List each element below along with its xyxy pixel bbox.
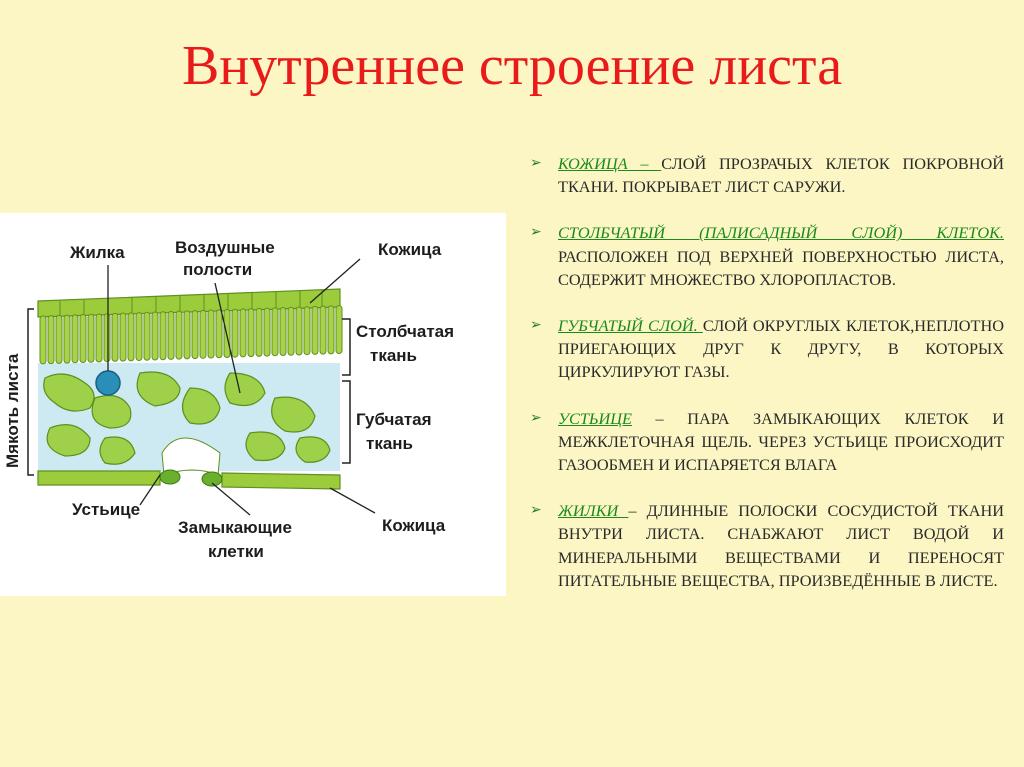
label-stoma: Устьице: [72, 500, 141, 519]
list-item-veins: [528, 499, 1004, 592]
term-epidermis: КОЖИЦА –: [558, 154, 662, 173]
palisade-cell: [56, 315, 62, 363]
label-spongy-1: Губчатая: [356, 410, 432, 429]
term-spongy: ГУБЧАТЫЙ СЛОЙ.: [558, 316, 703, 336]
palisade-cell: [320, 306, 326, 354]
label-spongy-2: ткань: [366, 434, 414, 453]
palisade-cell: [152, 312, 158, 360]
guard-cell-left: [160, 470, 180, 484]
list-item-spongy: [528, 314, 1004, 384]
palisade-cell: [128, 313, 134, 361]
palisade-cell: [176, 311, 182, 359]
palisade-cell: [184, 311, 190, 359]
vein-bundle: [96, 371, 120, 395]
arrow-bullet-icon: ➢: [530, 317, 542, 334]
palisade-cell: [72, 315, 78, 363]
palisade-cell: [328, 306, 334, 354]
label-leaf-pulp: Мякоть листа: [3, 353, 22, 468]
palisade-cell: [312, 306, 318, 354]
palisade-cell: [288, 307, 294, 355]
label-air-spaces-2: полости: [183, 260, 253, 279]
label-epidermis-bottom: Кожица: [382, 516, 446, 535]
palisade-cell: [216, 310, 222, 358]
palisade-cell: [168, 311, 174, 359]
pulp-bracket: [28, 309, 34, 475]
palisade-cell: [296, 307, 302, 355]
palisade-cell: [248, 309, 254, 357]
leaf-diagram-svg: [0, 213, 506, 596]
palisade-cell: [232, 309, 238, 357]
palisade-bracket: [342, 319, 350, 375]
desc-stoma: – ПАРА ЗАМЫКАЮЩИХ КЛЕТОК И МЕЖКЛЕТОЧНАЯ ЩЕЛЬ. ЧЕРЕЗ УСТЬИЦЕ ПРОИСХОДИТ ГАЗООБМЕН И ИСПАРЯЕТСЯ ВЛАГА: [558, 408, 1004, 475]
arrow-bullet-icon: ➢: [530, 155, 542, 171]
palisade-cell: [304, 307, 310, 355]
list-item-palisade: [528, 221, 1004, 291]
palisade-cell: [112, 313, 118, 361]
palisade-cell: [64, 315, 70, 363]
palisade-cell: [96, 314, 102, 362]
desc-epidermis: СЛОЙ ПРОЗРАЧЫХ КЛЕТОК ПОКРОВНОЙ ТКАНИ. ПОКРЫВАЕТ ЛИСТ САРУЖИ.: [558, 154, 1005, 197]
term-stoma: УСТЬИЦЕ: [558, 408, 632, 428]
list-item-epidermis: [528, 152, 1004, 198]
label-vein: Жилка: [70, 243, 125, 262]
label-air-spaces-1: Воздушные: [175, 238, 275, 257]
palisade-cell: [280, 308, 286, 356]
arrow-bullet-icon: ➢: [530, 224, 542, 241]
palisade-cell: [80, 315, 86, 363]
palisade-cell: [160, 312, 166, 360]
label-epidermis-top: Кожица: [378, 240, 442, 259]
leaf-cross-section-diagram: [0, 213, 506, 596]
palisade-cell: [200, 310, 206, 358]
label-guard-cells-1: Замыкающие: [178, 518, 292, 537]
arrow-bullet-icon: ➢: [530, 502, 542, 519]
guard-cell-right: [202, 472, 222, 486]
palisade-cell: [264, 308, 270, 356]
lower-epidermis-right: [222, 473, 340, 489]
term-palisade: СТОЛБЧАТЫЙ (ПАЛИСАДНЫЙ СЛОЙ) КЛЕТОК.: [558, 223, 1004, 243]
palisade-cell: [208, 310, 214, 358]
palisade-cell: [40, 316, 46, 364]
palisade-cell: [256, 308, 262, 356]
palisade-cell: [136, 313, 142, 361]
palisade-cell: [104, 314, 110, 362]
slide-title: Внутреннее строение листа: [181, 35, 843, 97]
palisade-cell: [144, 312, 150, 360]
palisade-cell: [88, 314, 94, 362]
label-guard-cells-2: клетки: [208, 542, 264, 561]
palisade-cell: [272, 308, 278, 356]
list-item-stoma: [528, 407, 1004, 477]
arrow-bullet-icon: ➢: [530, 409, 542, 426]
term-veins: ЖИЛКИ: [558, 501, 629, 521]
palisade-cell: [48, 316, 54, 364]
desc-veins: – ДЛИННЫЕ ПОЛОСКИ СОСУДИСТОЙ ТКАНИ ВНУТРИ ЛИСТА. СНАБЖАЮТ ЛИСТ ВОДОЙ И МИНЕРАЛЬНЫМИ ВЕЩЕСТВАМИ И ПЕРЕНОСЯТ ПИТАТЕЛЬНЫЕ ВЕЩЕСТВА, ПРОИЗВЕДЁННЫЕ В ЛИСТЕ.: [558, 501, 1004, 590]
palisade-cell: [336, 306, 342, 354]
lower-epidermis-left: [38, 471, 160, 485]
label-palisade-1: Столбчатая: [356, 322, 455, 341]
label-palisade-2: ткань: [370, 346, 418, 365]
palisade-cell: [240, 309, 246, 357]
palisade-cell: [120, 313, 126, 361]
description-list: [528, 152, 1004, 615]
desc-palisade: РАСПОЛОЖЕН ПОД ВЕРХНЕЙ ПОВЕРХНОСТЬЮ ЛИСТА, СОДЕРЖИТ МНОЖЕСТВО ХЛОРОПЛАСТОВ.: [558, 246, 1004, 289]
desc-spongy: СЛОЙ ОКРУГЛЫХ КЛЕТОК,НЕПЛОТНО ПРИЕГАЮЩИХ ДРУГ К ДРУГУ, В КОТОРЫХ ЦИРКУЛИРУЮТ ГАЗЫ.: [558, 316, 1004, 382]
spongy-bracket: [342, 381, 350, 463]
palisade-cell: [192, 311, 198, 359]
